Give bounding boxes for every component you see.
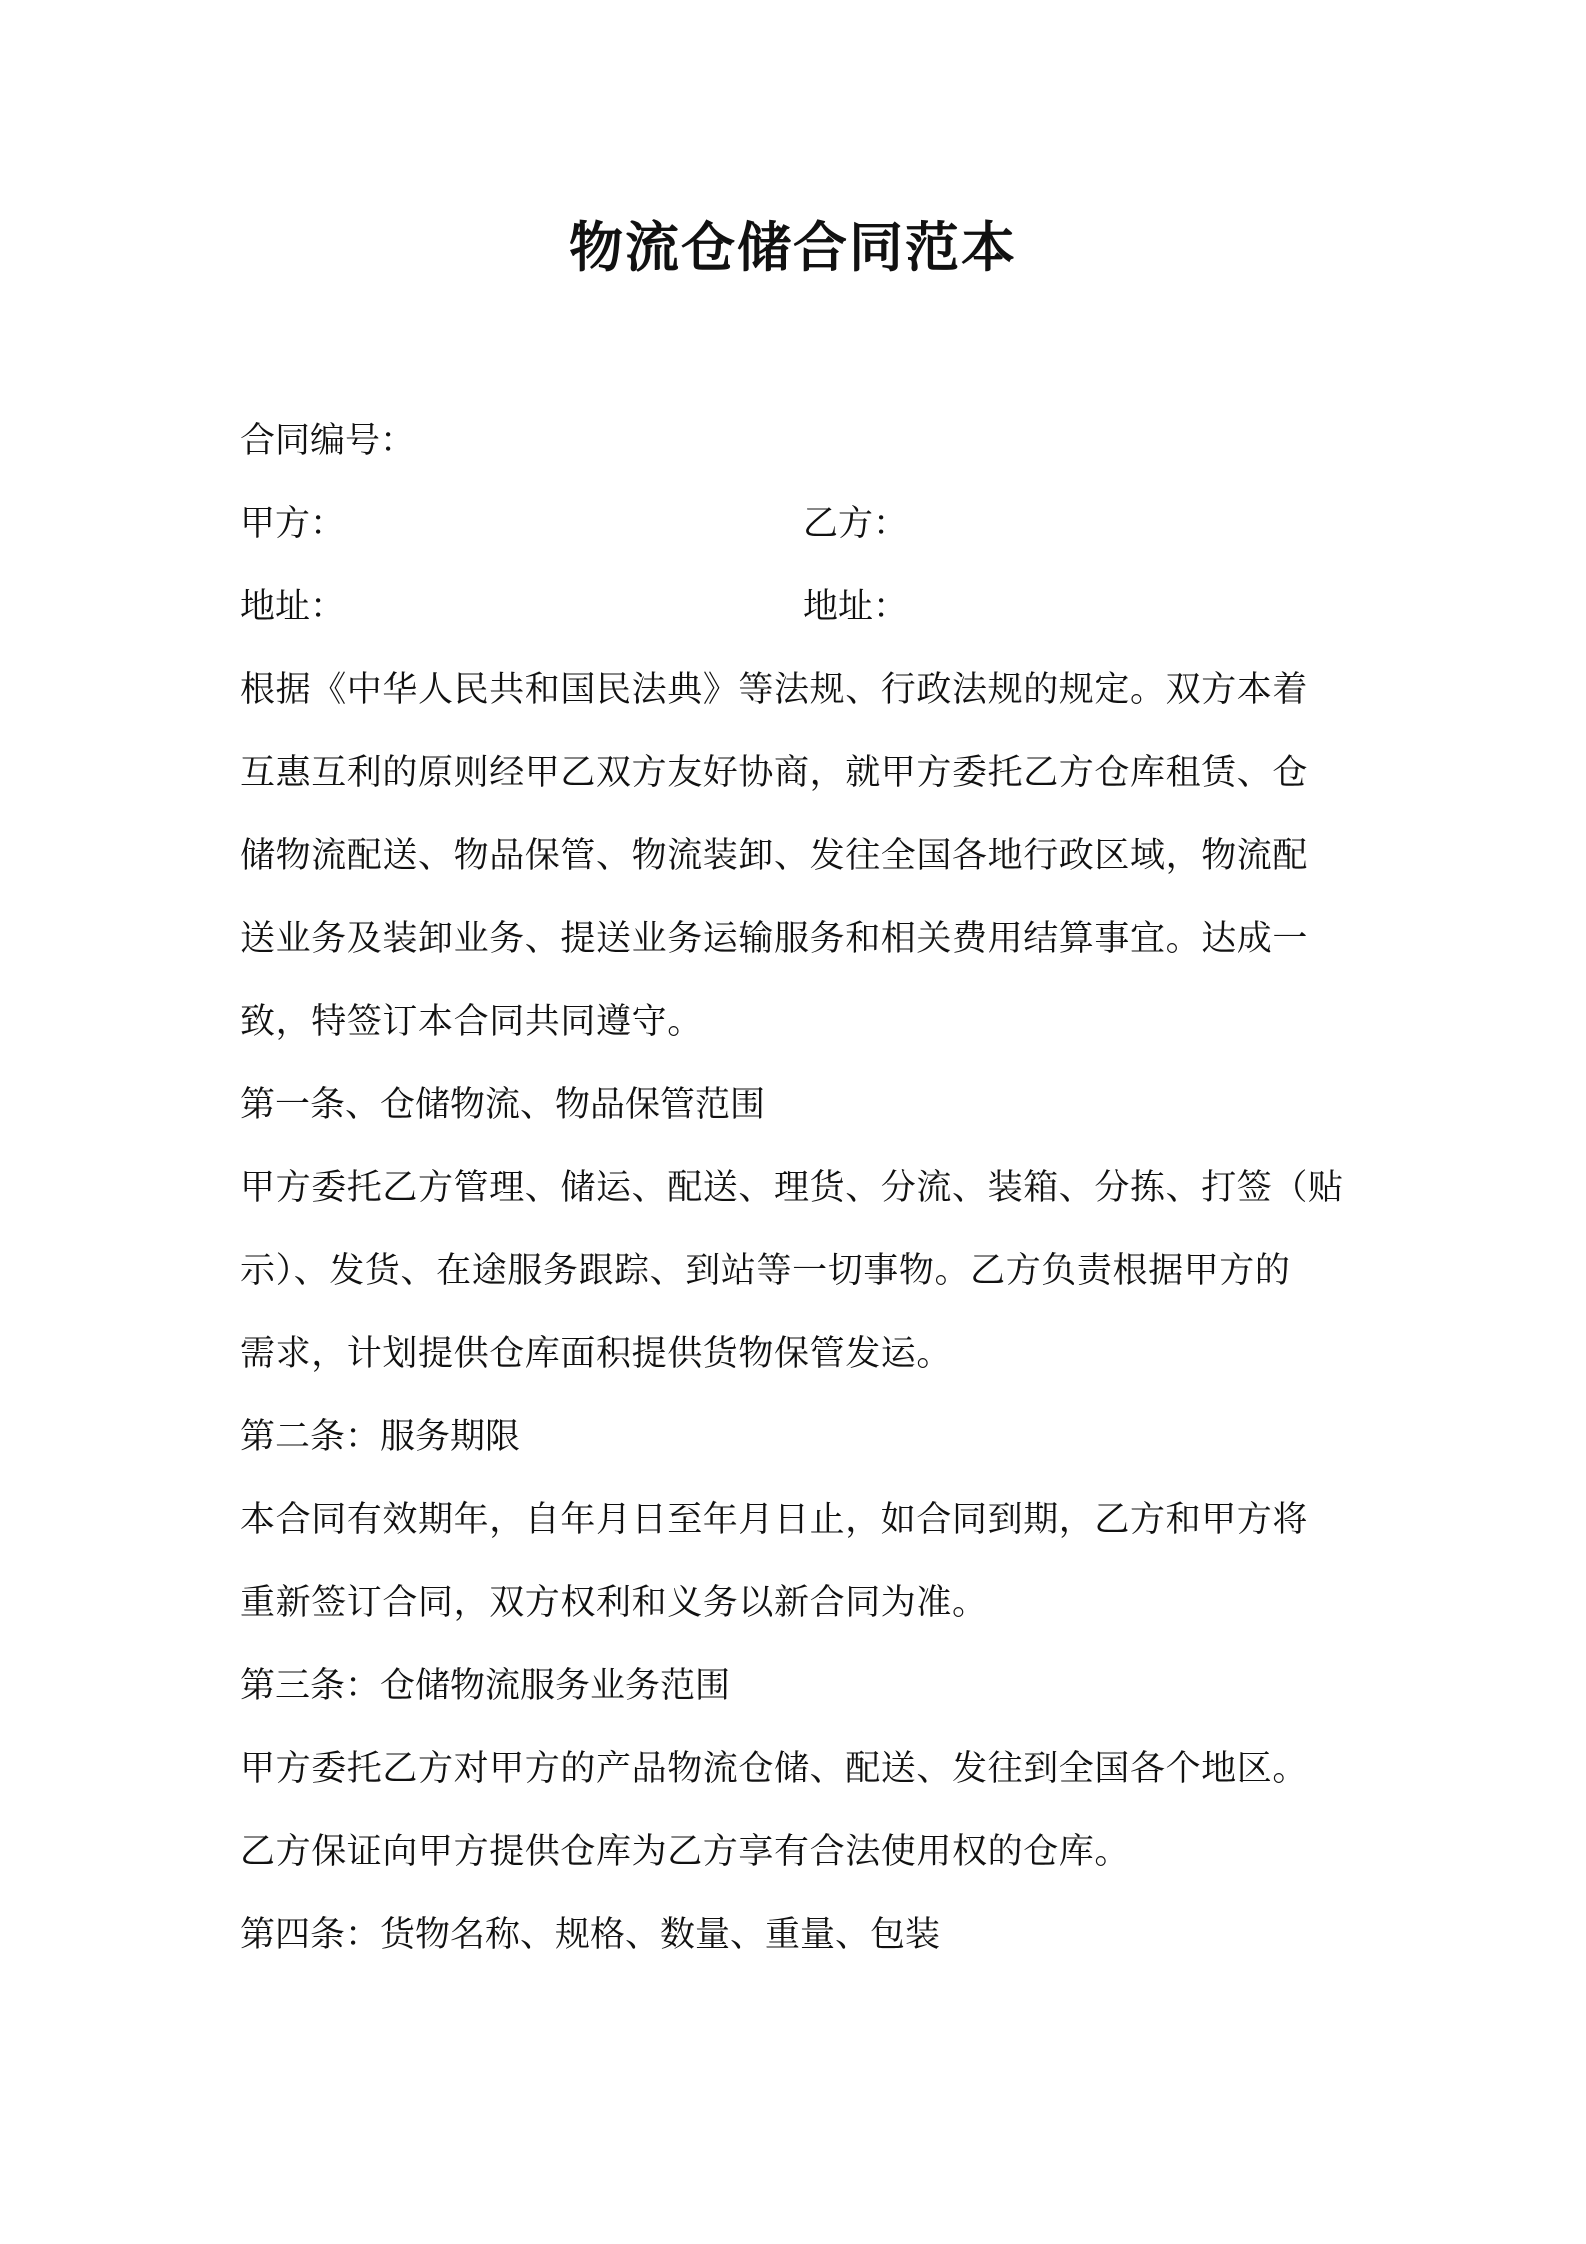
- article-3-line: 乙方保证向甲方提供仓库为乙方享有合法使用权的仓库。: [240, 1832, 1131, 1872]
- intro-line: 储物流配送、物品保管、物流装卸、发往全国各地行政区域，物流配: [240, 836, 1309, 876]
- article-2-line: 重新签订合同，双方权利和义务以新合同为准。: [240, 1583, 988, 1623]
- address-row: [240, 566, 1360, 649]
- article-1-paragraph: [240, 1147, 1360, 1396]
- intro-line: 互惠互利的原则经甲乙双方友好协商，就甲方委托乙方仓库租赁、仓: [240, 753, 1309, 793]
- intro-paragraph: [240, 649, 1360, 1064]
- article-1-line: 示）、发货、在途服务跟踪、到站等一切事物。乙方负责根据甲方的: [240, 1251, 1291, 1291]
- document-body: [240, 400, 1360, 1977]
- intro-line: 送业务及装卸业务、提送业务运输服务和相关费用结算事宜。达成一: [240, 919, 1309, 959]
- article-1-line: 需求，计划提供仓库面积提供货物保管发运。: [240, 1334, 953, 1374]
- address-b-label: 地址：: [803, 587, 909, 627]
- article-3-line: 甲方委托乙方对甲方的产品物流仓储、配送、发往到全国各个地区。: [240, 1749, 1309, 1789]
- party-a-label: 甲方：: [240, 504, 346, 544]
- article-3-paragraph: [240, 1728, 1360, 1894]
- party-row: [240, 483, 1360, 566]
- intro-line: 致，特签订本合同共同遵守。: [240, 1002, 703, 1042]
- address-a-label: 地址：: [240, 587, 346, 627]
- party-b-label: 乙方：: [803, 504, 909, 544]
- document-title: 物流仓储合同范本: [569, 216, 1017, 279]
- article-1-line: 甲方委托乙方管理、储运、配送、理货、分流、装箱、分拣、打签（贴: [240, 1168, 1344, 1208]
- article-2-paragraph: [240, 1479, 1360, 1645]
- intro-line: 根据《中华人民共和国民法典》等法规、行政法规的规定。双方本着: [240, 670, 1309, 710]
- article-2-line: 本合同有效期年，自年月日至年月日止，如合同到期，乙方和甲方将: [240, 1500, 1309, 1540]
- article-3-heading: 第三条：仓储物流服务业务范围: [240, 1666, 731, 1706]
- contract-number-label: 合同编号：: [240, 421, 416, 461]
- article-2-heading: 第二条：服务期限: [240, 1417, 521, 1457]
- article-1-heading: 第一条、仓储物流、物品保管范围: [240, 1085, 766, 1125]
- article-4-heading: 第四条：货物名称、规格、数量、重量、包装: [240, 1915, 941, 1955]
